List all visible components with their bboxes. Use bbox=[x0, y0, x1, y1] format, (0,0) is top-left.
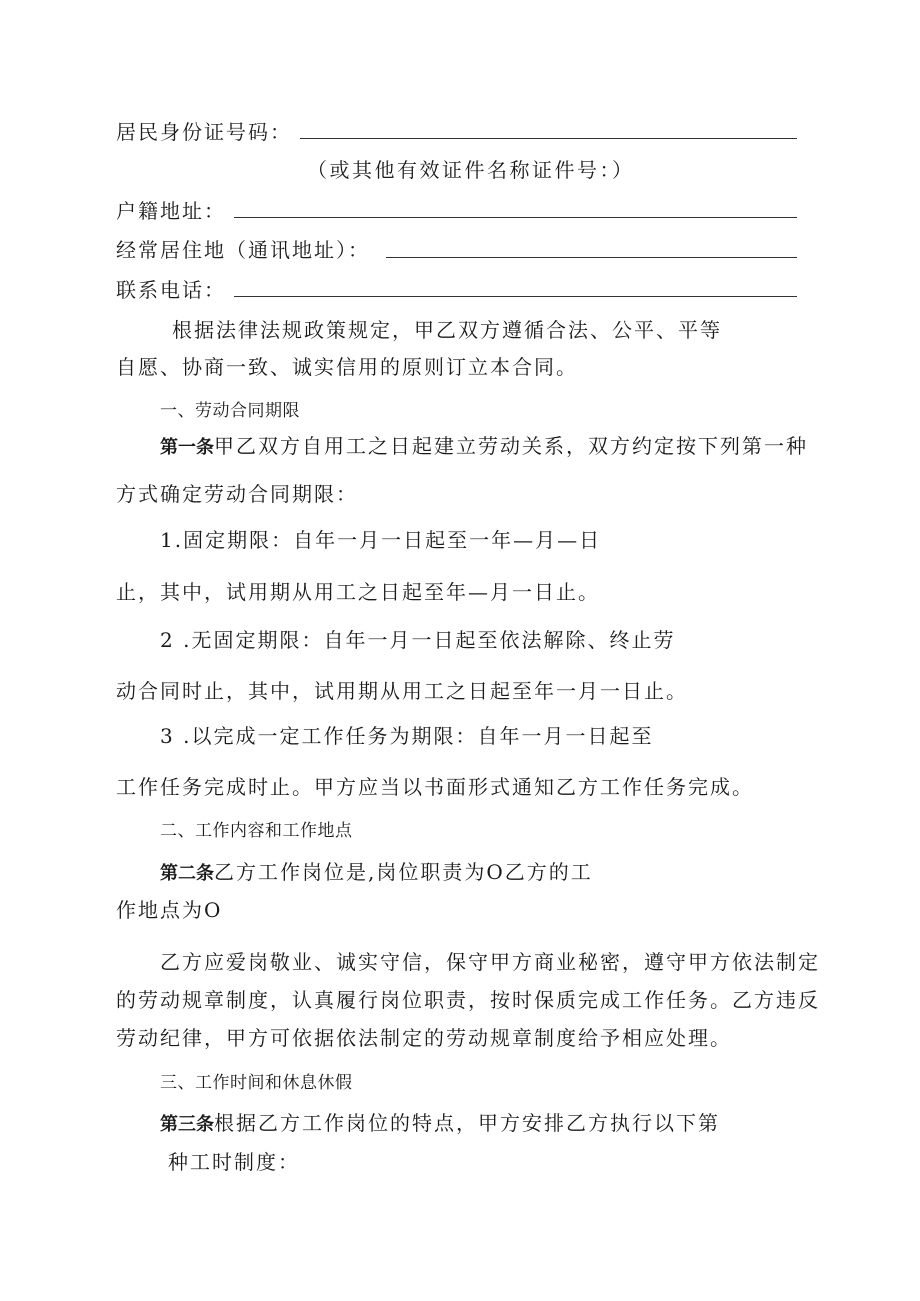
id-number-line bbox=[300, 138, 797, 139]
item-2-line-2: 动合同时止，其中，试用期从用工之日起至年一月一日止。 bbox=[116, 679, 688, 703]
article-3-label: 第三条 bbox=[160, 1114, 214, 1135]
duty-line-3: 劳动纪律，甲方可依据依法制定的劳动规章制度给予相应处理。 bbox=[116, 1026, 732, 1050]
section-2-heading: 二、工作内容和工作地点 bbox=[160, 821, 353, 841]
article-1-text: 甲乙双方自用工之日起建立劳动关系，双方约定按下列第一种 bbox=[214, 434, 808, 458]
item-3-line-1: 3 .以完成一定工作任务为期限：自年一月一日起至 bbox=[160, 724, 654, 748]
preamble-line-1: 根据法律法规政策规定，甲乙双方遵循合法、公平、平等 bbox=[172, 318, 722, 342]
article-1-label: 第一条 bbox=[160, 437, 214, 458]
preamble-line-2: 自愿、协商一致、诚实信用的原则订立本合同。 bbox=[116, 355, 578, 379]
section-3-heading: 三、工作时间和休息休假 bbox=[160, 1073, 353, 1093]
phone-line bbox=[234, 296, 797, 297]
article-3-line-2: 种工时制度： bbox=[168, 1150, 300, 1174]
item-1-line-2: 止，其中，试用期从用工之日起至年—月一日止。 bbox=[116, 580, 600, 604]
id-number-label: 居民身份证号码： bbox=[116, 120, 292, 144]
household-address-line bbox=[234, 217, 797, 218]
article-2-text: 乙方工作岗位是,岗位职责为O乙方的工 bbox=[214, 860, 593, 884]
duty-line-1: 乙方应爱岗敬业、诚实守信，保守甲方商业秘密，遵守甲方依法制定 bbox=[160, 950, 820, 974]
other-id-note: （或其他有效证件名称证件号：） bbox=[307, 158, 635, 182]
item-2-line-1: 2 .无固定期限：自年一月一日起至依法解除、终止劳 bbox=[160, 628, 676, 652]
section-1-heading: 一、劳动合同期限 bbox=[160, 401, 300, 421]
article-3-text: 根据乙方工作岗位的特点，甲方安排乙方执行以下第 bbox=[214, 1111, 720, 1135]
article-1-line-2: 方式确定劳动合同期限： bbox=[116, 482, 358, 506]
item-3-line-2: 工作任务完成时止。甲方应当以书面形式通知乙方工作任务完成。 bbox=[116, 775, 754, 799]
household-address-label: 户籍地址： bbox=[116, 199, 226, 223]
duty-line-2: 的劳动规章制度，认真履行岗位职责，按时保质完成工作任务。乙方违反 bbox=[116, 988, 820, 1012]
article-2-line-2: 作地点为O bbox=[116, 898, 223, 922]
article-2-label: 第二条 bbox=[160, 863, 214, 884]
residence-address-line bbox=[386, 257, 797, 258]
item-1-line-1: 1.固定期限：自年一月一日起至一年—月—日 bbox=[160, 528, 602, 552]
article-2-line-1 bbox=[160, 858, 593, 888]
article-3-line-1 bbox=[160, 1109, 720, 1139]
residence-address-label: 经常居住地（通讯地址）： bbox=[116, 238, 370, 262]
article-1-line-1 bbox=[160, 432, 808, 462]
phone-label: 联系电话： bbox=[116, 278, 226, 302]
